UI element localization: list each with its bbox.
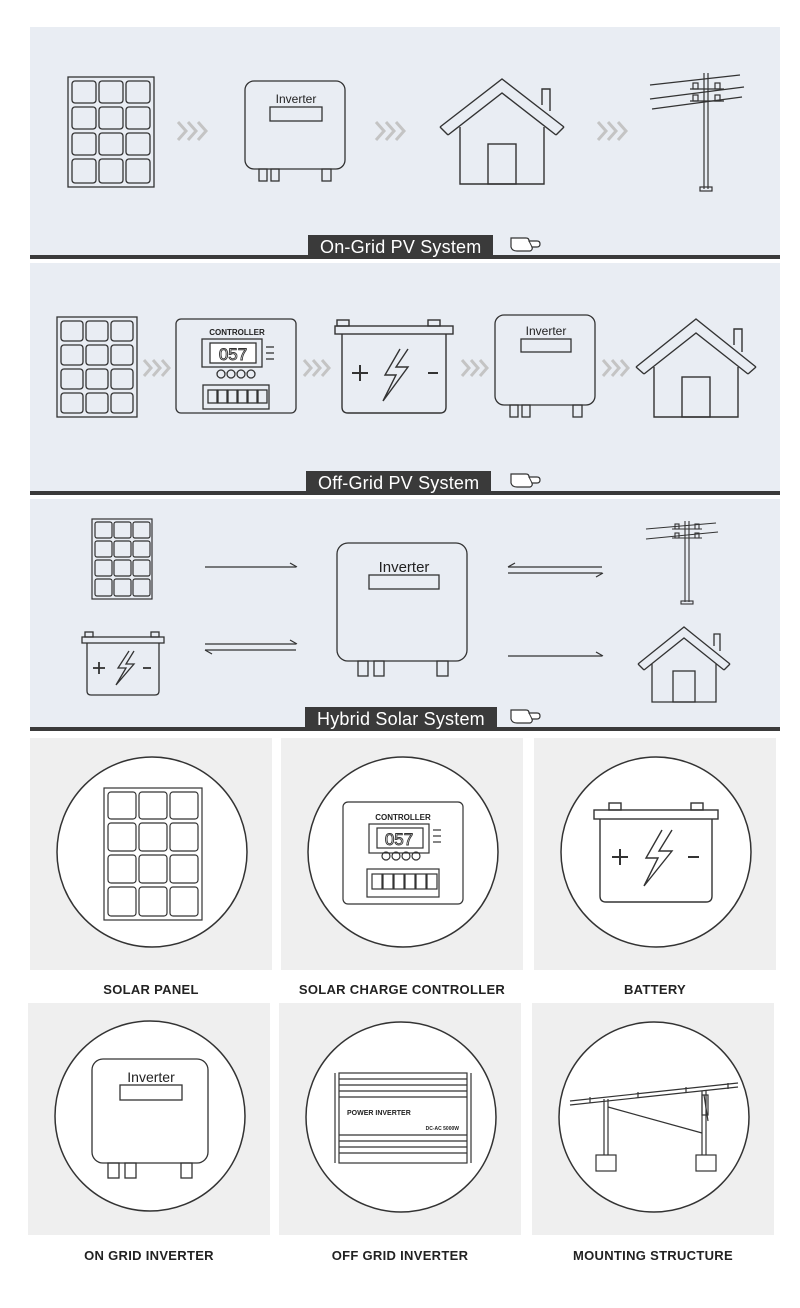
on-grid-panel [30, 27, 780, 259]
component-caption: SOLAR PANEL [103, 982, 199, 997]
solar-panel-icon [30, 738, 272, 970]
battery-card [534, 738, 776, 970]
flow-arrow-icon [205, 563, 297, 654]
inverter-label: Inverter [525, 324, 567, 338]
mounting-structure-card [532, 1003, 774, 1235]
mounting-structure-icon [532, 1003, 774, 1235]
solar-panel-card [30, 738, 272, 970]
component-caption: ON GRID INVERTER [84, 1248, 214, 1263]
charge-controller-icon [281, 738, 523, 970]
flow-arrow-icon [598, 122, 626, 140]
flow-arrow-icon [376, 122, 404, 140]
component-caption: OFF GRID INVERTER [331, 1248, 469, 1263]
inverter-icon [28, 1003, 270, 1235]
power-inverter-icon [279, 1003, 521, 1235]
off-grid-title: Off-Grid PV System [306, 471, 491, 495]
inverter-brand-label: POWER INVERTER [347, 1110, 411, 1117]
on-grid-title: On-Grid PV System [308, 235, 493, 259]
on-grid-diagram [30, 27, 780, 259]
house-icon [636, 319, 756, 417]
hybrid-diagram [30, 499, 780, 731]
component-caption: BATTERY [623, 982, 687, 997]
inverter-label: Inverter [127, 1069, 175, 1085]
pointing-hand-icon [508, 701, 542, 727]
inverter-label: Inverter [378, 559, 430, 576]
controller-display: 057 [218, 345, 248, 364]
battery-icon [335, 320, 453, 413]
utility-pole-icon [650, 73, 744, 191]
house-icon [440, 79, 564, 184]
on-grid-inverter-card [28, 1003, 270, 1235]
off-grid-panel [30, 263, 780, 495]
pointing-hand-icon [508, 229, 542, 255]
flow-arrow-icon [144, 360, 169, 376]
controller-label: CONTROLLER [375, 813, 431, 822]
hybrid-title: Hybrid Solar System [305, 707, 497, 731]
controller-display: 057 [384, 830, 414, 849]
pointing-hand-icon [508, 465, 542, 491]
inverter-label: Inverter [275, 92, 317, 106]
off-grid-diagram [30, 263, 780, 495]
component-caption: MOUNTING STRUCTURE [573, 1248, 733, 1263]
flow-arrow-icon [178, 122, 206, 140]
battery-icon [534, 738, 776, 970]
solar-panel-icon [92, 519, 152, 599]
utility-pole-icon [646, 521, 718, 604]
battery-icon [82, 632, 164, 695]
solar-panel-icon [68, 77, 154, 187]
house-icon [638, 627, 730, 702]
inverter-model-label: DC-AC 5000W [425, 1126, 459, 1132]
flow-arrow-icon [508, 563, 603, 656]
solar-panel-icon [57, 317, 137, 417]
flow-arrow-icon [603, 360, 628, 376]
controller-label: CONTROLLER [209, 328, 265, 337]
charge-controller-card [281, 738, 523, 970]
component-caption: SOLAR CHARGE CONTROLLER [298, 982, 506, 997]
flow-arrow-icon [304, 360, 329, 376]
hybrid-panel [30, 499, 780, 731]
off-grid-inverter-card [279, 1003, 521, 1235]
flow-arrow-icon [462, 360, 487, 376]
